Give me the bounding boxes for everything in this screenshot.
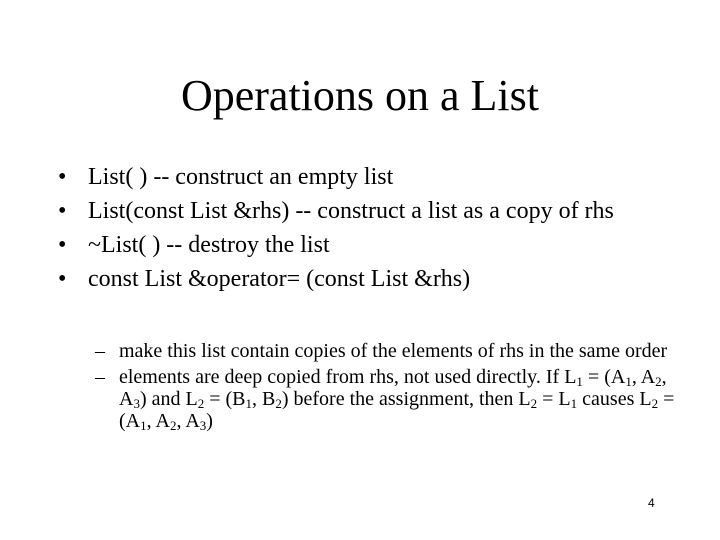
bullet-text: List( ) -- construct an empty list xyxy=(88,164,394,190)
text-segment: ) xyxy=(206,410,213,432)
bullet-marker: • xyxy=(58,266,67,292)
text-segment: ) and L xyxy=(139,388,198,410)
subscript: 1 xyxy=(570,396,578,411)
bullet-item xyxy=(58,194,678,228)
text-segment: , A xyxy=(119,366,667,410)
subscript: 2 xyxy=(530,396,538,411)
bullet-item xyxy=(58,262,678,296)
subscript: 2 xyxy=(655,374,662,389)
sub-bullet-text: make this list contain copies of the elements of rhs in the same order xyxy=(119,340,668,362)
subscript: 1 xyxy=(245,396,252,411)
text-segment: , A xyxy=(146,410,170,432)
text-segment: = (B xyxy=(204,388,246,410)
page-number: 4 xyxy=(648,496,655,510)
subscript: 2 xyxy=(275,396,282,411)
subscript: 1 xyxy=(140,418,147,433)
text-segment: , B xyxy=(252,388,276,410)
sub-bullet-marker: – xyxy=(95,366,105,388)
text-segment: , A xyxy=(631,366,656,388)
slide-title: Operations on a List xyxy=(180,71,540,120)
sub-bullet-item xyxy=(95,366,675,432)
bullet-list xyxy=(58,160,678,296)
subscript: 1 xyxy=(625,374,632,389)
bullet-text: ~List( ) -- destroy the list xyxy=(88,232,330,258)
text-segment: ) before the assignment, then L xyxy=(281,388,531,410)
text-segment: = L xyxy=(537,388,571,410)
text-segment: , A xyxy=(176,410,200,432)
subscript: 1 xyxy=(576,374,583,389)
text-segment: = (A xyxy=(582,366,626,388)
bullet-item xyxy=(58,160,678,194)
sub-bullet-list xyxy=(95,340,675,436)
bullet-text: const List &operator= (const List &rhs) xyxy=(88,266,471,292)
bullet-marker: • xyxy=(58,164,67,190)
text-segment: elements are deep copied from rhs, not used directly. If L xyxy=(119,366,577,388)
subscript: 2 xyxy=(169,418,177,433)
sub-bullet-item xyxy=(95,340,675,362)
subscript: 2 xyxy=(651,396,659,411)
bullet-marker: • xyxy=(58,232,67,258)
sub-bullet-marker: – xyxy=(95,340,105,362)
subscript: 3 xyxy=(133,396,140,411)
text-segment: = (A xyxy=(119,388,675,432)
bullet-marker: • xyxy=(58,198,67,224)
text-segment: causes L xyxy=(577,388,652,410)
subscript: 2 xyxy=(197,396,205,411)
subscript: 3 xyxy=(199,418,207,433)
sub-bullet-text xyxy=(119,366,674,432)
bullet-item xyxy=(58,228,678,262)
bullet-text: List(const List &rhs) -- construct a list as a copy of rhs xyxy=(88,198,614,224)
